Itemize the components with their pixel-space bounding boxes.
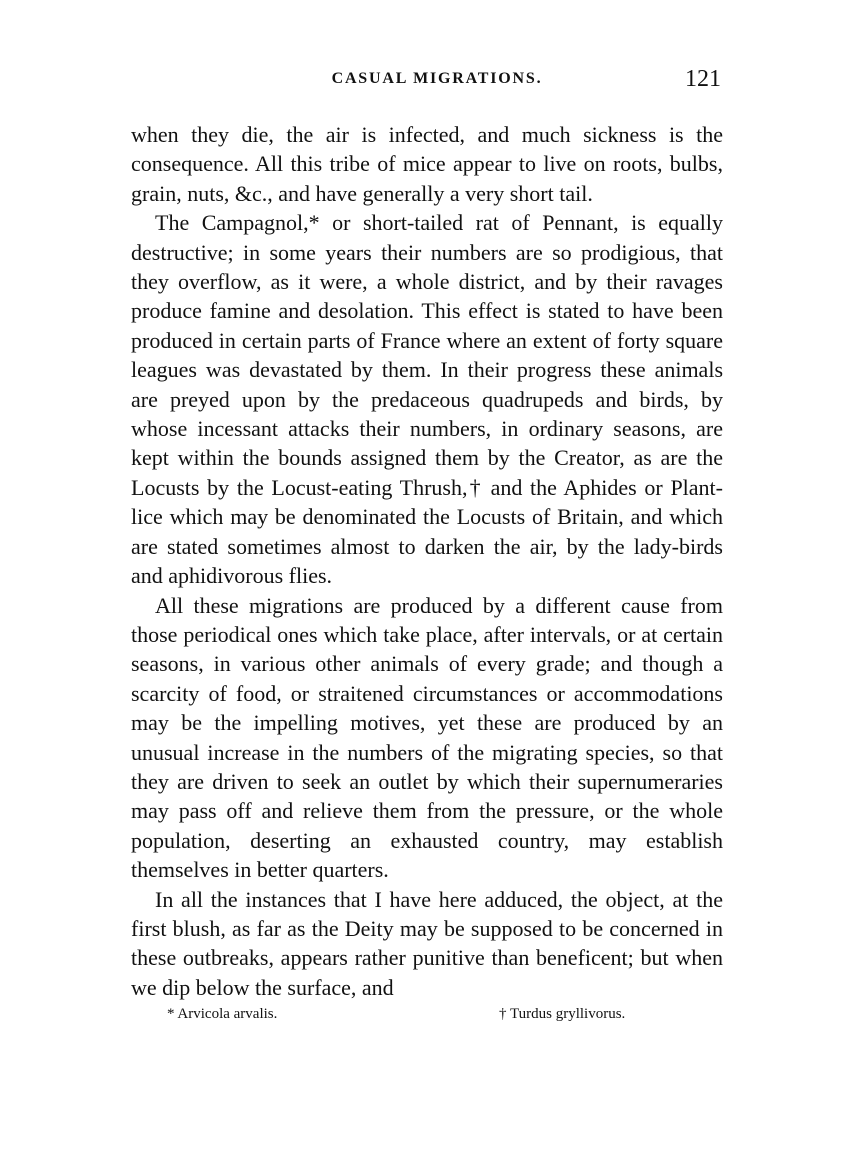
paragraph-continued: when they die, the air is infected, and much sickness is the consequence. All this tribe of mice appear to live on roots, bulbs, grain, nuts, &c., and have generally a very short tail. [131,122,723,206]
footnote-turdus: † Turdus gryllivorus. [499,1006,626,1023]
paragraph-instances: In all the instances that I have here adduced, the object, at the first blush, as far as the Deity may be supposed to be concerned in these outbreaks, appears rather punitive than beneficent; but when we dip below the surface, and [131,886,723,1000]
footnotes [131,1006,723,1032]
paragraph-campagnol: The Campagnol,* or short-tailed rat of Pennant, is equally destructive; in some years their numbers are so prodigious, that they overflow, as it were, a whole district, and by their ravages produce famine and desolation. This effect is stated to have been produced in certain parts of France where an extent of forty square leagues was devastated by them. In their progress these animals are preyed upon by the predaceous quadrupeds and birds, by whose incessant attacks their numbers, in ordinary seasons, are kept within the bounds assigned them by the Creator, as are the Locusts by the Locust-eating Thrush,† and the Aphides or Plant-lice which may be denominated the Locusts of Britain, and which are stated sometimes almost to darken the air, by the lady-birds and aphidivorous flies. [131,210,723,589]
page-number: 121 [685,66,721,92]
running-head [131,64,723,98]
paragraph-migrations: All these migrations are produced by a different cause from those periodical ones which take place, after intervals, or at certain seasons, in various other animals of every grade; and though a scarcity of food, or straitened circumstances or accommodations may be the impelling motives, yet these are produced by an unusual increase in the numbers of the migrating species, so that they are driven to seek an outlet by which their supernumeraries may pass off and relieve them from the pressure, or the whole population, deserting an exhausted country, may establish themselves in better quarters. [131,592,723,883]
running-title: CASUAL MIGRATIONS. [331,70,543,87]
footnote-arvicola: * Arvicola arvalis. [167,1006,278,1023]
book-page [131,64,723,1032]
body-text [131,120,723,1002]
